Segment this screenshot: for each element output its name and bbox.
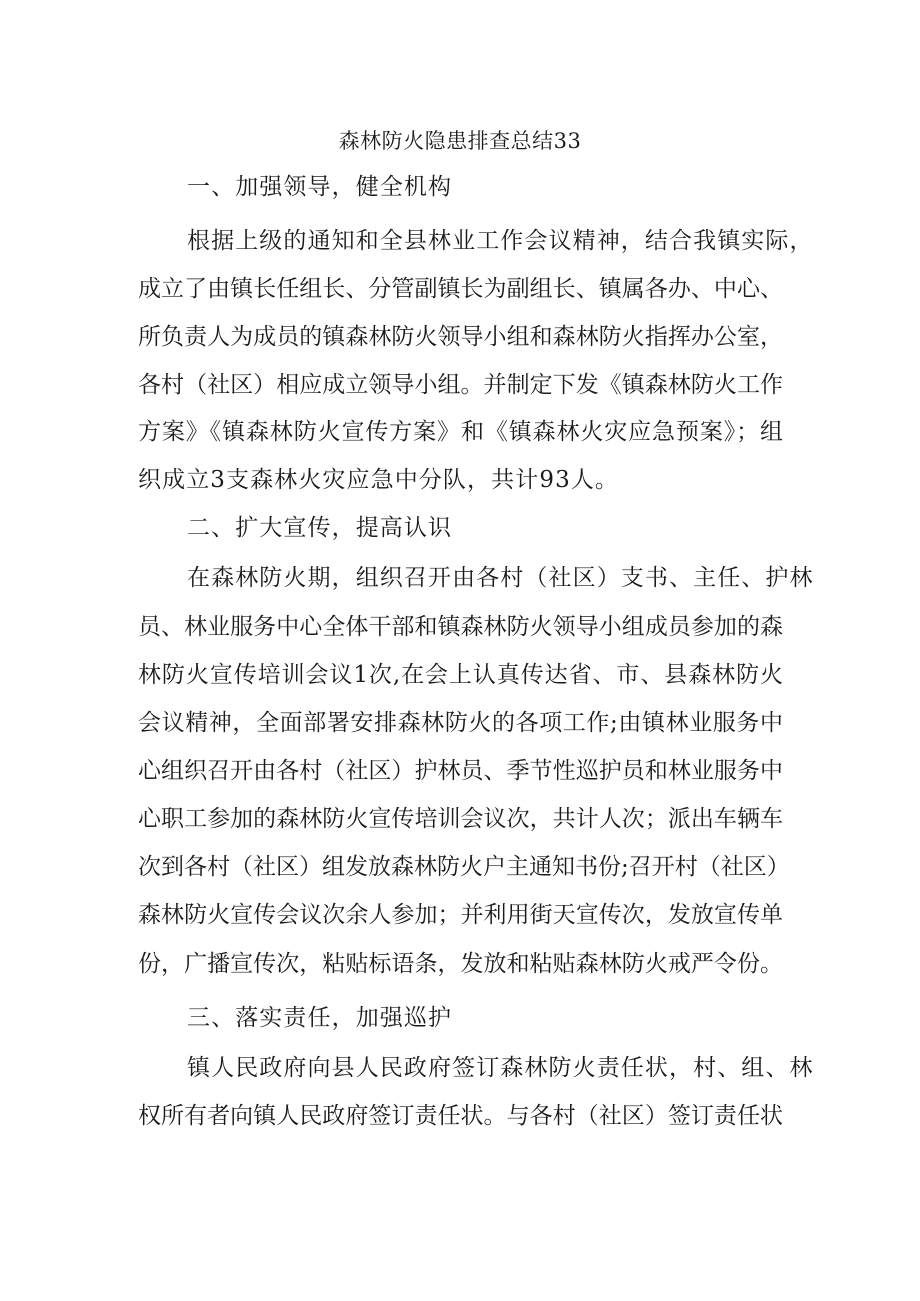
paragraph-line: 森林防火宣传会议次余人参加；并利用街天宣传次，发放宣传单 [138, 902, 783, 928]
section-heading-1: 一、加强领导，健全机构 [187, 174, 453, 200]
paragraph-line: 林防火宣传培训会议1次,在会上认真传达省、市、县森林防火 [138, 662, 783, 688]
paragraph-line: 方案》《镇森林防火宣传方案》和《镇森林火灾应急预案》；组 [138, 419, 783, 445]
paragraph-line: 在森林防火期，组织召开由各村（社区）支书、主任、护林 [187, 565, 814, 591]
paragraph-line: 次到各村（社区）组发放森林防火户主通知书份;召开村（社区） [138, 854, 790, 880]
paragraph-line: 份，广播宣传次，粘贴标语条，发放和粘贴森林防火戒严令份。 [138, 951, 783, 977]
paragraph-line: 会议精神，全面部署安排森林防火的各项工作;由镇林业服务中 [138, 710, 783, 736]
paragraph-line: 镇人民政府向县人民政府签订森林防火责任状，村、组、林 [187, 1055, 814, 1081]
paragraph-line: 根据上级的通知和全县林业工作会议精神，结合我镇实际， [187, 228, 814, 254]
paragraph-line: 织成立3支森林火灾应急中分队，共计93人。 [138, 467, 619, 493]
paragraph-line: 各村（社区）相应成立领导小组。并制定下发《镇森林防火工作 [138, 372, 783, 398]
section-heading-3: 三、落实责任，加强巡护 [187, 1005, 453, 1031]
paragraph-line: 所负责人为成员的镇森林防火领导小组和森林防火指挥办公室， [138, 324, 783, 350]
paragraph-line: 员、林业服务中心全体干部和镇森林防火领导小组成员参加的森 [138, 614, 783, 640]
paragraph-line: 心组织召开由各村（社区）护林员、季节性巡护员和林业服务中 [138, 758, 783, 784]
paragraph-line: 成立了由镇长任组长、分管副镇长为副组长、镇属各办、中心、 [138, 276, 783, 302]
paragraph-line: 权所有者向镇人民政府签订责任状。与各村（社区）签订责任状 [138, 1103, 783, 1129]
paragraph-line: 心职工参加的森林防火宣传培训会议次，共计人次；派出车辆车 [138, 806, 783, 832]
document-title: 森林防火隐患排查总结33 [338, 129, 582, 153]
section-heading-2: 二、扩大宣传，提高认识 [187, 515, 453, 541]
